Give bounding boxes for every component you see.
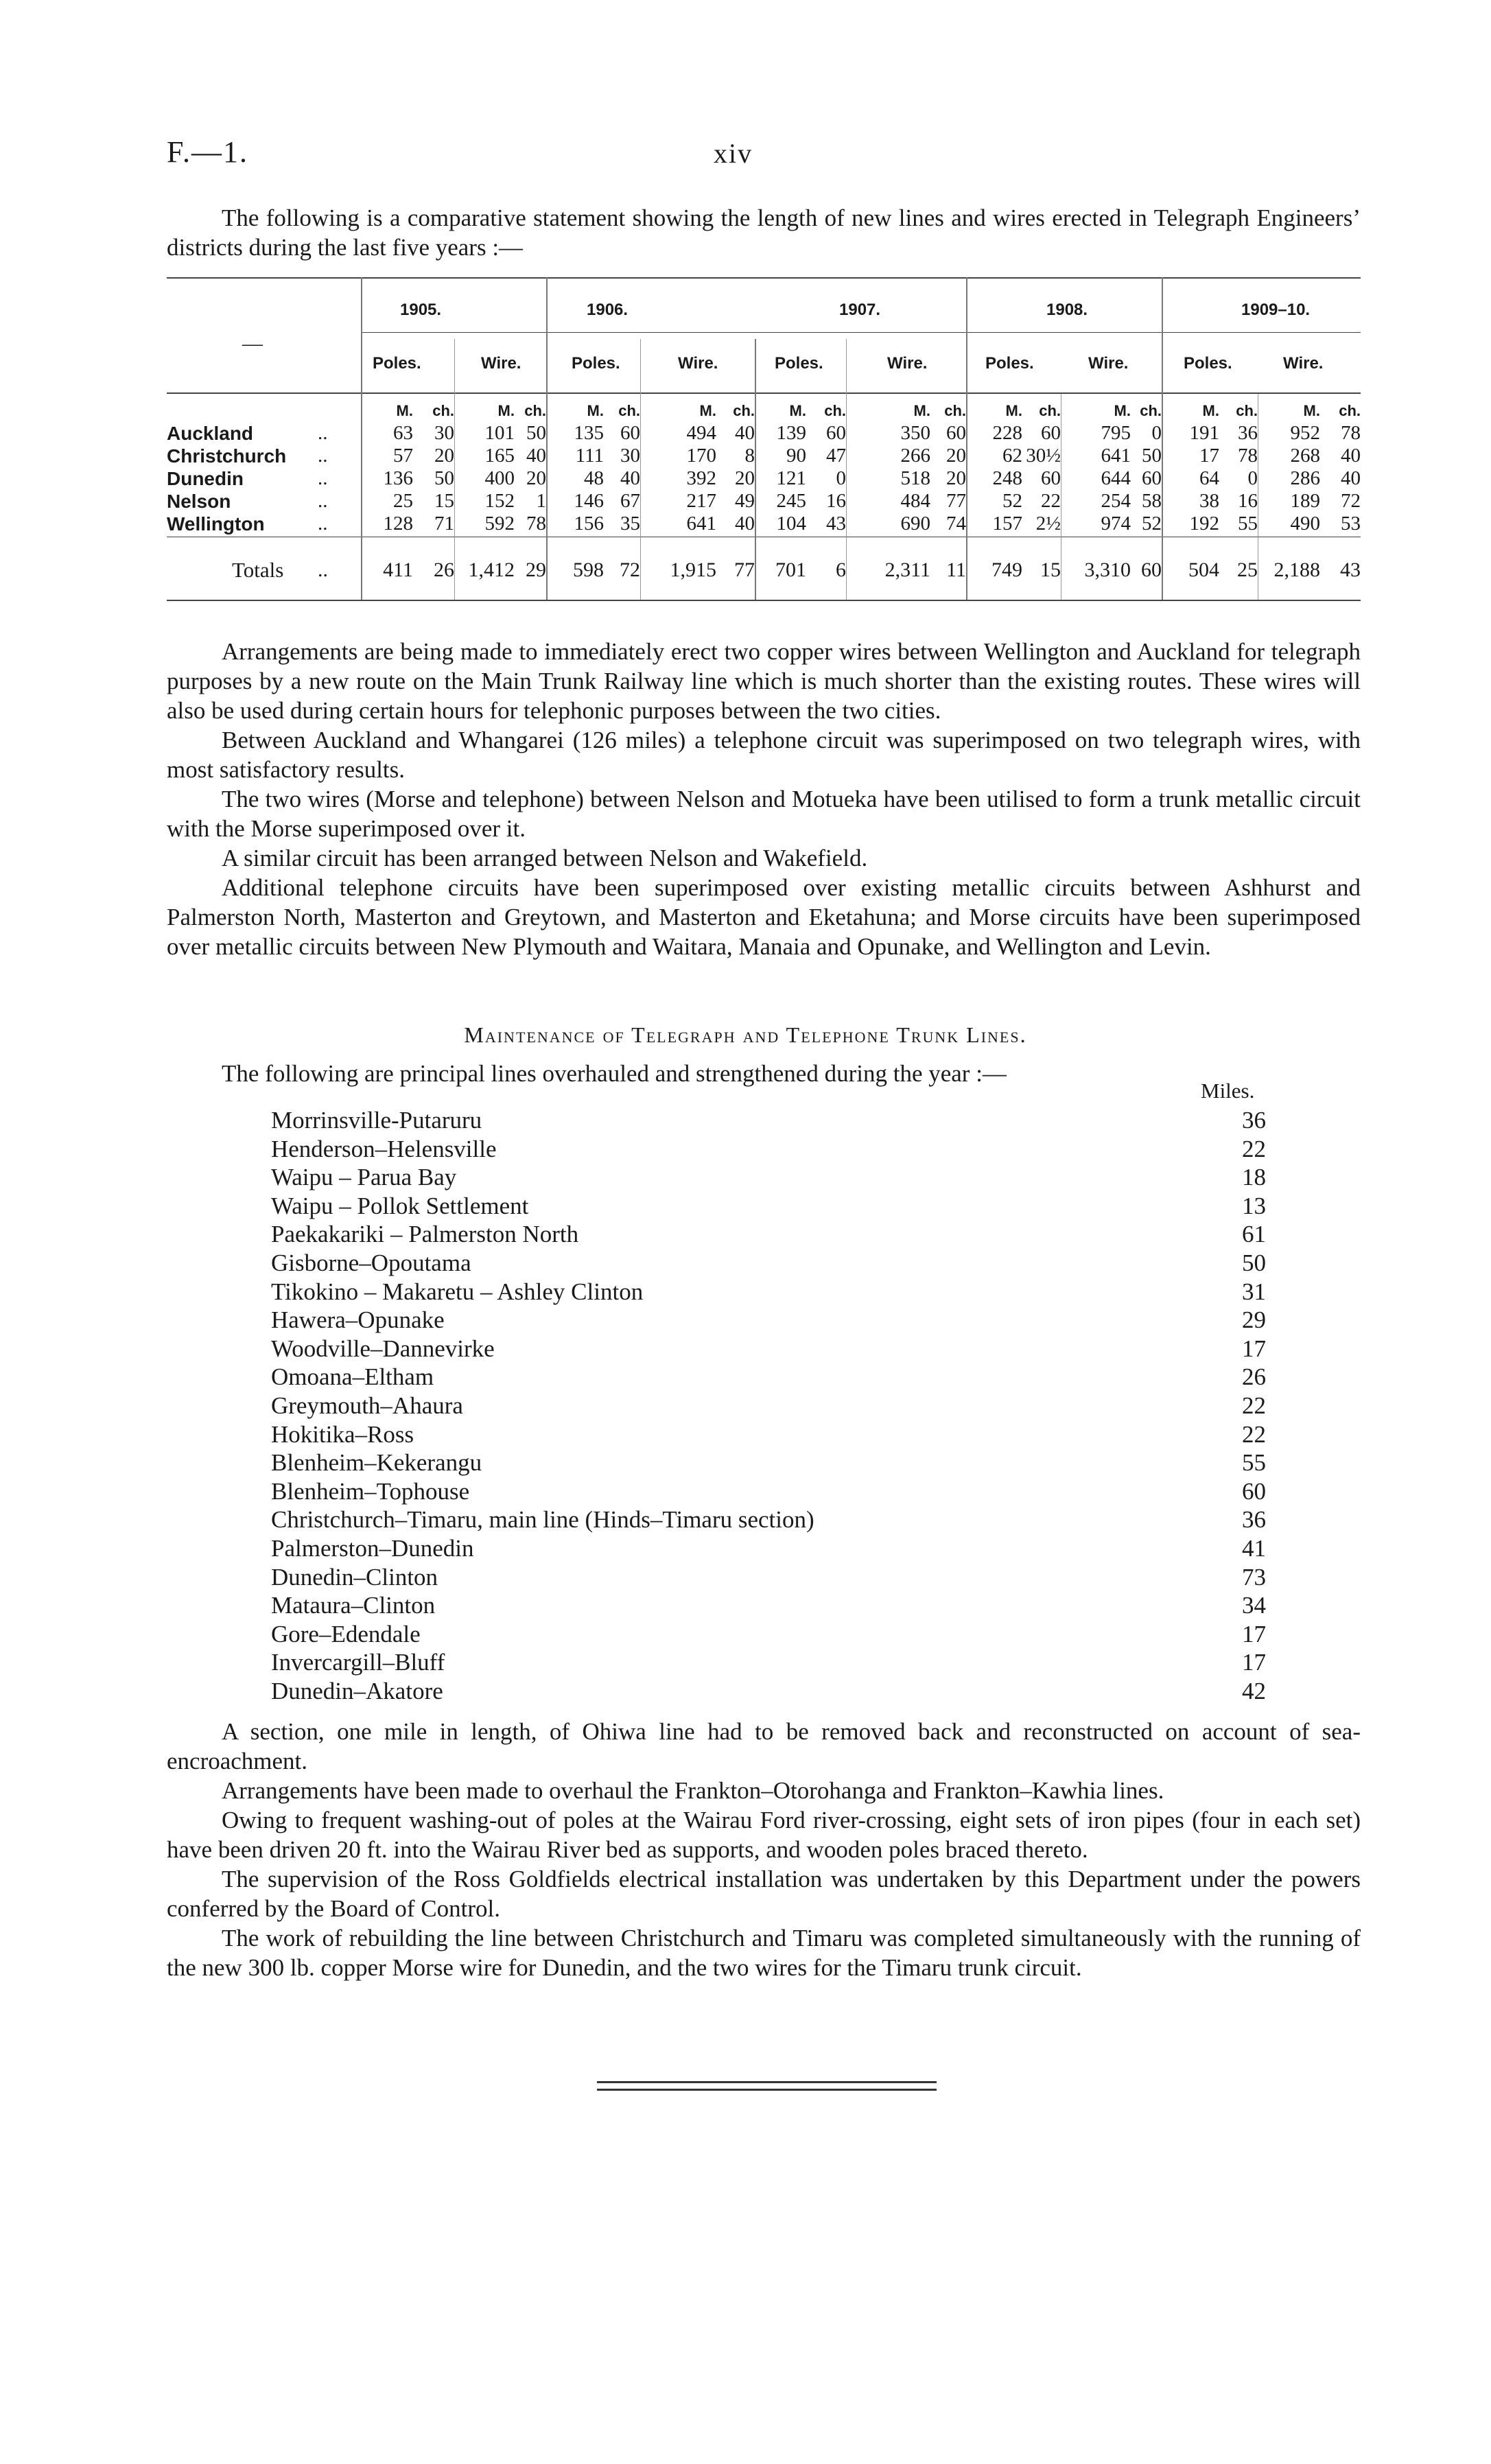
line-miles: 61 <box>1242 1221 1266 1248</box>
table-cell: 0 <box>1247 467 1258 489</box>
table-cell: 128 <box>383 513 413 535</box>
table-cell: 35 <box>620 513 640 535</box>
table-cell: 48 <box>584 467 604 489</box>
unit-chains: ch. <box>1236 401 1258 419</box>
leader-dots: .. <box>318 422 328 444</box>
table-cell: 74 <box>946 513 966 535</box>
table-cell: 52 <box>1142 513 1162 535</box>
table-cell: 268 <box>1290 445 1320 467</box>
line-name: Morrinsville-Putaruru <box>271 1107 482 1134</box>
paragraphs-block-2 <box>167 1717 1361 1982</box>
line-miles: 31 <box>1242 1278 1266 1305</box>
leader-dots: .. <box>318 513 328 535</box>
body-paragraph: Arrangements are being made to immediately erect two copper wires between Wellington and Auckland for telegraph purposes by a new route on the Main Trunk Railway line which is much shorter than the existing routes. These wires will also be used during certain hours for telephonic purposes between the two cities. <box>167 638 1361 724</box>
table-cell: 20 <box>735 467 755 489</box>
line-item <box>271 1505 1300 1534</box>
poles-header: Poles. <box>775 354 823 373</box>
totals-label: Totals <box>232 558 284 582</box>
table-cell: 77 <box>946 490 966 512</box>
table-cell: 494 <box>686 422 716 444</box>
unit-miles: M. <box>497 401 515 419</box>
table-cell: 135 <box>574 422 604 444</box>
wire-header: Wire. <box>678 354 718 373</box>
line-item <box>271 1620 1300 1649</box>
table-cell: 22 <box>1041 490 1061 512</box>
line-name: Waipu – Parua Bay <box>271 1164 457 1191</box>
stub-header: — <box>242 332 263 355</box>
line-item <box>271 1278 1300 1306</box>
table-cell: 152 <box>484 490 515 512</box>
totals-cell: 29 <box>526 559 546 581</box>
table-cell: 36 <box>1238 422 1258 444</box>
miles-header: Miles. <box>1201 1079 1255 1103</box>
line-miles: 36 <box>1242 1506 1266 1534</box>
line-miles: 17 <box>1242 1620 1266 1647</box>
district-name: Dunedin <box>167 467 244 489</box>
table-cell: 17 <box>1199 445 1219 467</box>
line-miles: 41 <box>1242 1534 1266 1562</box>
table-cell: 156 <box>574 513 604 535</box>
table-cell: 78 <box>1341 422 1361 444</box>
table-cell: 121 <box>776 467 806 489</box>
district-name: Auckland <box>167 422 254 444</box>
leader-dots: .. <box>318 445 328 467</box>
totals-cell: 72 <box>620 559 640 581</box>
line-name: Dunedin–Clinton <box>271 1563 438 1591</box>
unit-chains: ch. <box>733 401 755 419</box>
body-paragraph: The supervision of the Ross Goldfields electrical installation was undertaken by this Department under the powers conferred by the Board of Control. <box>167 1866 1361 1922</box>
line-item <box>271 1477 1300 1506</box>
table-cell: 266 <box>900 445 930 467</box>
body-paragraph: The two wires (Morse and telephone) between Nelson and Motueka have been utilised to form a trunk metallic circuit with the Morse superimposed over it. <box>167 786 1361 842</box>
table-cell: 641 <box>686 513 716 535</box>
body-paragraph: Between Auckland and Whangarei (126 miles) a telephone circuit was superimposed on two telegraph wires, with most satisfactory results. <box>167 727 1361 783</box>
body-paragraph: A similar circuit has been arranged between Nelson and Wakefield. <box>222 845 868 871</box>
wire-header: Wire. <box>1088 354 1129 373</box>
totals-cell: 2,311 <box>884 559 930 581</box>
district-name: Nelson <box>167 490 231 512</box>
table-cell: 53 <box>1341 513 1361 535</box>
line-name: Dunedin–Akatore <box>271 1677 443 1704</box>
line-miles: 36 <box>1242 1107 1266 1134</box>
table-cell: 25 <box>393 490 413 512</box>
totals-row <box>167 558 1361 583</box>
wire-header: Wire. <box>887 354 928 373</box>
table-cell: 136 <box>383 467 413 489</box>
year-label: 1909–10. <box>1241 301 1311 319</box>
table-cell: 78 <box>1238 445 1258 467</box>
table-cell: 101 <box>484 422 515 444</box>
table-cell: 20 <box>946 445 966 467</box>
line-miles: 60 <box>1242 1477 1266 1505</box>
line-name: Christchurch–Timaru, main line (Hinds–Timaru section) <box>271 1506 814 1534</box>
table-cell: 392 <box>686 467 716 489</box>
closing-rule <box>597 2081 937 2083</box>
table-cell: 60 <box>826 422 846 444</box>
totals-cell: 3,310 <box>1084 559 1131 581</box>
body-paragraph: Owing to frequent washing-out of poles at the Wairau Ford river-crossing, eight sets of iron pipes (four in each set) have been driven 20 ft. into the Wairau River bed as supports, and wooden poles braced thereto. <box>167 1807 1361 1863</box>
table-cell: 254 <box>1101 490 1131 512</box>
table-cell: 30 <box>620 445 640 467</box>
year-label: 1908. <box>1046 301 1088 319</box>
table-cell: 71 <box>434 513 454 535</box>
table-cell: 40 <box>1341 467 1361 489</box>
line-miles: 29 <box>1242 1306 1266 1334</box>
line-name: Woodville–Dannevirke <box>271 1335 495 1362</box>
table-cell: 38 <box>1199 490 1219 512</box>
table-cell: 2½ <box>1035 513 1061 535</box>
statistics-table <box>167 277 1361 607</box>
table-cell: 40 <box>735 513 755 535</box>
table-cell: 690 <box>900 513 930 535</box>
table-cell: 47 <box>826 445 846 467</box>
line-name: Hokitika–Ross <box>271 1420 414 1448</box>
table-cell: 20 <box>434 445 454 467</box>
table-cell: 146 <box>574 490 604 512</box>
unit-miles: M. <box>587 401 604 419</box>
table-cell: 641 <box>1101 445 1131 467</box>
unit-chains: ch. <box>1339 401 1361 419</box>
table-cell: 50 <box>1142 445 1162 467</box>
totals-cell: 598 <box>573 559 604 581</box>
line-item <box>271 1677 1300 1706</box>
line-miles: 22 <box>1242 1420 1266 1448</box>
unit-miles: M. <box>1005 401 1022 419</box>
unit-chains: ch. <box>524 401 546 419</box>
table-cell: 139 <box>776 422 806 444</box>
line-item <box>271 1306 1300 1335</box>
body-paragraph: Arrangements have been made to overhaul the Frankton–Otorohanga and Frankton–Kawhia lines. <box>222 1777 1164 1804</box>
line-item <box>271 1106 1300 1135</box>
table-cell: 217 <box>686 490 716 512</box>
lines-intro: The following are principal lines overhauled and strengthened during the year :— <box>222 1060 1007 1087</box>
paragraphs-block-1 <box>167 637 1361 961</box>
unit-miles: M. <box>396 401 413 419</box>
table-cell: 90 <box>786 445 806 467</box>
table-cell: 40 <box>1341 445 1361 467</box>
table-cell: 40 <box>526 445 546 467</box>
line-miles: 17 <box>1242 1335 1266 1362</box>
closing-rule <box>597 2089 937 2091</box>
totals-cell: 25 <box>1237 559 1258 581</box>
line-item <box>271 1220 1300 1249</box>
table-cell: 1 <box>536 490 546 512</box>
table-cell: 64 <box>1199 467 1219 489</box>
table-cell: 952 <box>1290 422 1320 444</box>
line-item <box>271 1135 1300 1164</box>
unit-chains: ch. <box>432 401 454 419</box>
table-cell: 60 <box>1041 467 1061 489</box>
year-label: 1905. <box>400 301 442 319</box>
table-cell: 57 <box>393 445 413 467</box>
table-cell: 30½ <box>1026 445 1061 467</box>
body-paragraph: The work of rebuilding the line between Christchurch and Timaru was completed simultaneously with the running of the new 300 lb. copper Morse wire for Dunedin, and the two wires for the Timaru trunk circuit. <box>167 1925 1361 1981</box>
table-cell: 248 <box>992 467 1022 489</box>
year-header-rule <box>362 332 1361 333</box>
line-name: Mataura–Clinton <box>271 1592 436 1619</box>
wire-header: Wire. <box>1283 354 1324 373</box>
unit-chains: ch. <box>1140 401 1162 419</box>
totals-cell: 2,188 <box>1273 559 1320 581</box>
unit-miles: M. <box>1303 401 1320 419</box>
line-name: Gore–Edendale <box>271 1620 421 1647</box>
table-cell: 111 <box>575 445 604 467</box>
table-cell: 8 <box>744 445 755 467</box>
totals-cell: 15 <box>1040 559 1061 581</box>
line-name: Greymouth–Ahaura <box>271 1392 463 1419</box>
unit-miles: M. <box>1202 401 1219 419</box>
table-cell: 55 <box>1238 513 1258 535</box>
line-miles: 42 <box>1242 1677 1266 1704</box>
table-cell: 20 <box>526 467 546 489</box>
lines-list <box>271 1106 1300 1705</box>
unit-miles: M. <box>913 401 930 419</box>
totals-cell: 77 <box>734 559 755 581</box>
line-miles: 73 <box>1242 1563 1266 1591</box>
line-miles: 22 <box>1242 1135 1266 1162</box>
body-paragraph: A section, one mile in length, of Ohiwa line had to be removed back and reconstructed on account of sea-encroachment. <box>167 1718 1361 1774</box>
totals-cell: 1,915 <box>670 559 716 581</box>
unit-chains: ch. <box>824 401 846 419</box>
line-item <box>271 1448 1300 1477</box>
district-name: Wellington <box>167 513 265 535</box>
table-row <box>167 490 1361 513</box>
table-row <box>167 467 1361 490</box>
wire-header: Wire. <box>481 354 521 373</box>
leader-dots: .. <box>318 559 328 581</box>
table-cell: 104 <box>776 513 806 535</box>
table-cell: 50 <box>434 467 454 489</box>
table-cell: 49 <box>735 490 755 512</box>
table-cell: 40 <box>620 467 640 489</box>
table-cell: 62 <box>1002 445 1022 467</box>
table-cell: 40 <box>735 422 755 444</box>
table-row <box>167 422 1361 445</box>
table-cell: 20 <box>946 467 966 489</box>
poles-header: Poles. <box>572 354 620 373</box>
table-cell: 60 <box>1142 467 1162 489</box>
table-cell: 60 <box>620 422 640 444</box>
body-paragraph: Additional telephone circuits have been superimposed over existing metallic circuits between Ashhurst and Palmerston North, Masterton and Greytown, and Masterton and Eketahuna; and Morse circuits have been superimposed over metallic circuits between New Plymouth and Waitara, Manaia and Opunake, and Wellington and Levin. <box>167 874 1361 960</box>
totals-cell: 1,412 <box>468 559 515 581</box>
line-item <box>271 1563 1300 1592</box>
poles-header: Poles. <box>373 354 421 373</box>
table-cell: 30 <box>434 422 454 444</box>
line-miles: 34 <box>1242 1592 1266 1619</box>
leader-dots: .. <box>318 467 328 489</box>
line-miles: 17 <box>1242 1649 1266 1676</box>
line-item <box>271 1363 1300 1392</box>
table-cell: 0 <box>836 467 846 489</box>
section-title: Maintenance of Telegraph and Telephone Trunk Lines. <box>464 1022 1027 1047</box>
table-cell: 78 <box>526 513 546 535</box>
year-label: 1907. <box>839 301 881 319</box>
line-miles: 55 <box>1242 1449 1266 1477</box>
table-cell: 191 <box>1189 422 1219 444</box>
table-cell: 43 <box>826 513 846 535</box>
table-cell: 15 <box>434 490 454 512</box>
leader-dots: .. <box>318 490 328 512</box>
line-name: Hawera–Opunake <box>271 1306 445 1334</box>
line-miles: 50 <box>1242 1249 1266 1276</box>
line-miles: 22 <box>1242 1392 1266 1419</box>
intro-paragraph: The following is a comparative statement showing the length of new lines and wires erected in Telegraph Engineers’ districts during the last five years :— <box>167 204 1361 261</box>
table-cell: 72 <box>1341 490 1361 512</box>
report-code: F.—1. <box>167 135 248 169</box>
table-cell: 67 <box>620 490 640 512</box>
table-cell: 189 <box>1290 490 1320 512</box>
table-cell: 16 <box>826 490 846 512</box>
table-cell: 592 <box>484 513 515 535</box>
table-cell: 63 <box>393 422 413 444</box>
line-item <box>271 1648 1300 1677</box>
totals-cell: 60 <box>1141 559 1162 581</box>
table-cell: 170 <box>686 445 716 467</box>
unit-miles: M. <box>699 401 716 419</box>
table-cell: 484 <box>900 490 930 512</box>
line-name: Waipu – Pollok Settlement <box>271 1192 529 1219</box>
table-row <box>167 513 1361 535</box>
unit-miles: M. <box>1114 401 1131 419</box>
totals-cell: 11 <box>946 559 966 581</box>
line-item <box>271 1534 1300 1563</box>
totals-cell: 504 <box>1188 559 1219 581</box>
line-item <box>271 1249 1300 1278</box>
district-name: Christchurch <box>167 445 287 467</box>
line-item <box>271 1192 1300 1221</box>
table-cell: 165 <box>484 445 515 467</box>
line-item <box>271 1163 1300 1192</box>
statistics-data <box>167 399 1361 583</box>
table-row <box>167 445 1361 467</box>
table-cell: 50 <box>526 422 546 444</box>
totals-cell: 6 <box>836 559 846 581</box>
table-cell: 518 <box>900 467 930 489</box>
unit-chains: ch. <box>618 401 640 419</box>
table-cell: 644 <box>1101 467 1131 489</box>
totals-cell: 411 <box>383 559 413 581</box>
line-name: Invercargill–Bluff <box>271 1649 445 1676</box>
year-label: 1906. <box>587 301 629 319</box>
table-cell: 192 <box>1189 513 1219 535</box>
totals-cell: 701 <box>775 559 806 581</box>
line-name: Henderson–Helensville <box>271 1135 497 1162</box>
table-cell: 58 <box>1142 490 1162 512</box>
header-bottom-rule <box>167 392 1361 394</box>
table-cell: 245 <box>776 490 806 512</box>
table-cell: 350 <box>900 422 930 444</box>
unit-miles: M. <box>789 401 806 419</box>
line-item <box>271 1335 1300 1363</box>
poles-header: Poles. <box>985 354 1034 373</box>
line-item <box>271 1420 1300 1449</box>
unit-chains: ch. <box>944 401 966 419</box>
totals-cell: 43 <box>1340 559 1361 581</box>
table-cell: 490 <box>1290 513 1320 535</box>
units-row <box>167 399 1361 422</box>
line-name: Palmerston–Dunedin <box>271 1534 474 1562</box>
table-bottom-rule <box>167 600 1361 601</box>
totals-cell: 26 <box>434 559 454 581</box>
table-cell: 16 <box>1238 490 1258 512</box>
line-miles: 13 <box>1242 1192 1266 1219</box>
line-miles: 26 <box>1242 1363 1266 1391</box>
line-name: Blenheim–Kekerangu <box>271 1449 482 1477</box>
table-top-rule <box>167 277 1361 279</box>
table-cell: 60 <box>1041 422 1061 444</box>
table-cell: 52 <box>1002 490 1022 512</box>
table-cell: 974 <box>1101 513 1131 535</box>
table-cell: 228 <box>992 422 1022 444</box>
table-cell: 286 <box>1290 467 1320 489</box>
line-name: Omoana–Eltham <box>271 1363 434 1391</box>
line-name: Blenheim–Tophouse <box>271 1477 470 1505</box>
table-cell: 60 <box>946 422 966 444</box>
line-item <box>271 1392 1300 1420</box>
table-cell: 795 <box>1101 422 1131 444</box>
line-name: Tikokino – Makaretu – Ashley Clinton <box>271 1278 644 1305</box>
totals-cell: 749 <box>991 559 1022 581</box>
unit-chains: ch. <box>1039 401 1061 419</box>
line-name: Gisborne–Opoutama <box>271 1249 471 1276</box>
line-miles: 18 <box>1242 1164 1266 1191</box>
table-cell: 0 <box>1151 422 1162 444</box>
page-number: xiv <box>714 138 753 169</box>
table-cell: 400 <box>484 467 515 489</box>
line-item <box>271 1591 1300 1620</box>
table-cell: 157 <box>992 513 1022 535</box>
poles-header: Poles. <box>1184 354 1232 373</box>
line-name: Paekakariki – Palmerston North <box>271 1221 579 1248</box>
